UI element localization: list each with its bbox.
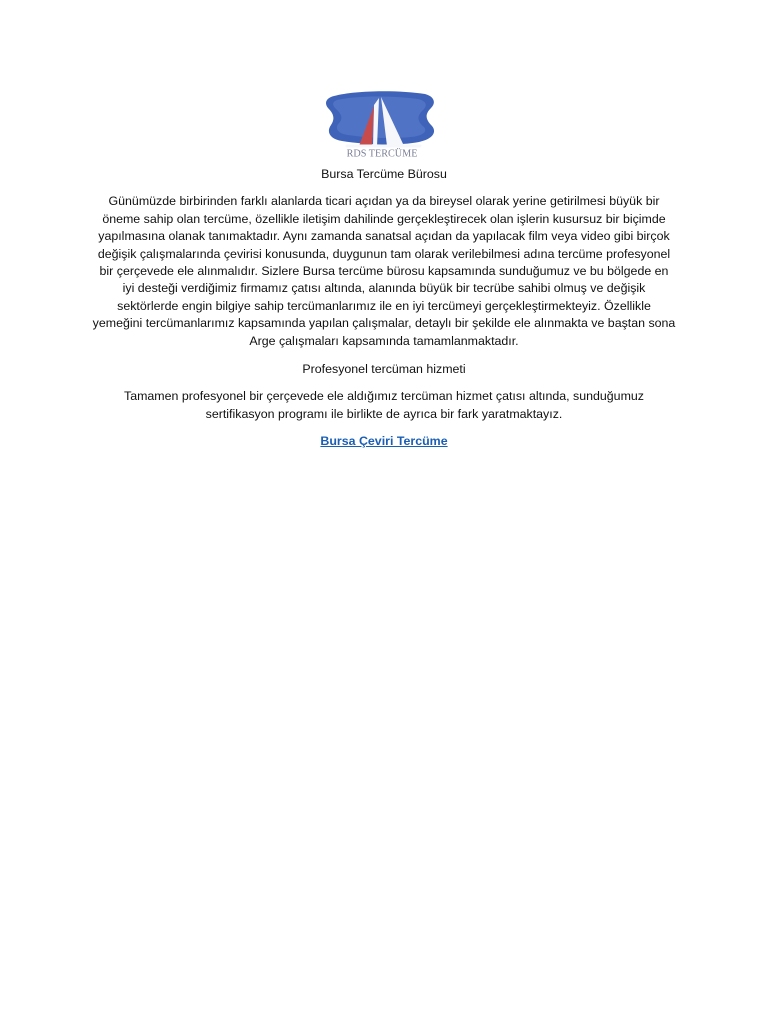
- bursa-ceviri-link[interactable]: Bursa Çeviri Tercüme: [320, 434, 448, 449]
- document-content: [92, 166, 676, 451]
- document-title: Bursa Tercüme Bürosu: [321, 167, 447, 181]
- section-subtitle: Profesyonel tercüman hizmeti: [302, 362, 466, 377]
- rds-logo: [324, 88, 440, 160]
- intro-paragraph: Günümüzde birbirinden farklı alanlarda ticari açıdan ya da bireysel olarak yerine getirilmesi büyük bir öneme sahip olan tercüme, özellikle iletişim dahilinde gerçekleştirecek olan işlerin kusursuz bir biçimde yapılmasına olanak tanımaktadır. Aynı zamanda sanatsal açıdan da yapılacak film veya video gibi birçok değişik çalışmalarında çevirisi konusunda, duygunun tam olarak verilebilmesi adına tercüme profesyonel bir çerçevede ele alınmalıdır. Sizlere Bursa tercüme bürosu kapsamında sunduğumuz ve bu bölgede en iyi desteği verdiğimiz firmamız çatısı altında, alanında büyük bir tecrübe sahibi olmuş ve değişik sektörlerde engin bilgiye sahip tercümanlarımız ile en iyi tercümeyi gerçekleştirmekteyiz. Özellikle yemeğini tercümanlarımız kapsamında yapılan çalışmalar, detaylı bir şekilde ele alınmakta ve baştan sona Arge çalışmaları kapsamında tamamlanmaktadır.: [92, 194, 676, 348]
- link-row: [92, 433, 676, 450]
- logo-text: RDS TERCÜME: [346, 148, 418, 160]
- sailboat-logo-icon: [324, 88, 440, 160]
- service-paragraph: Tamamen profesyonel bir çerçevede ele aldığımız tercüman hizmet çatısı altında, sunduğumuz sertifikasyon programı ile birlikte de ayrıca bir fark yaratmaktayız.: [124, 389, 644, 421]
